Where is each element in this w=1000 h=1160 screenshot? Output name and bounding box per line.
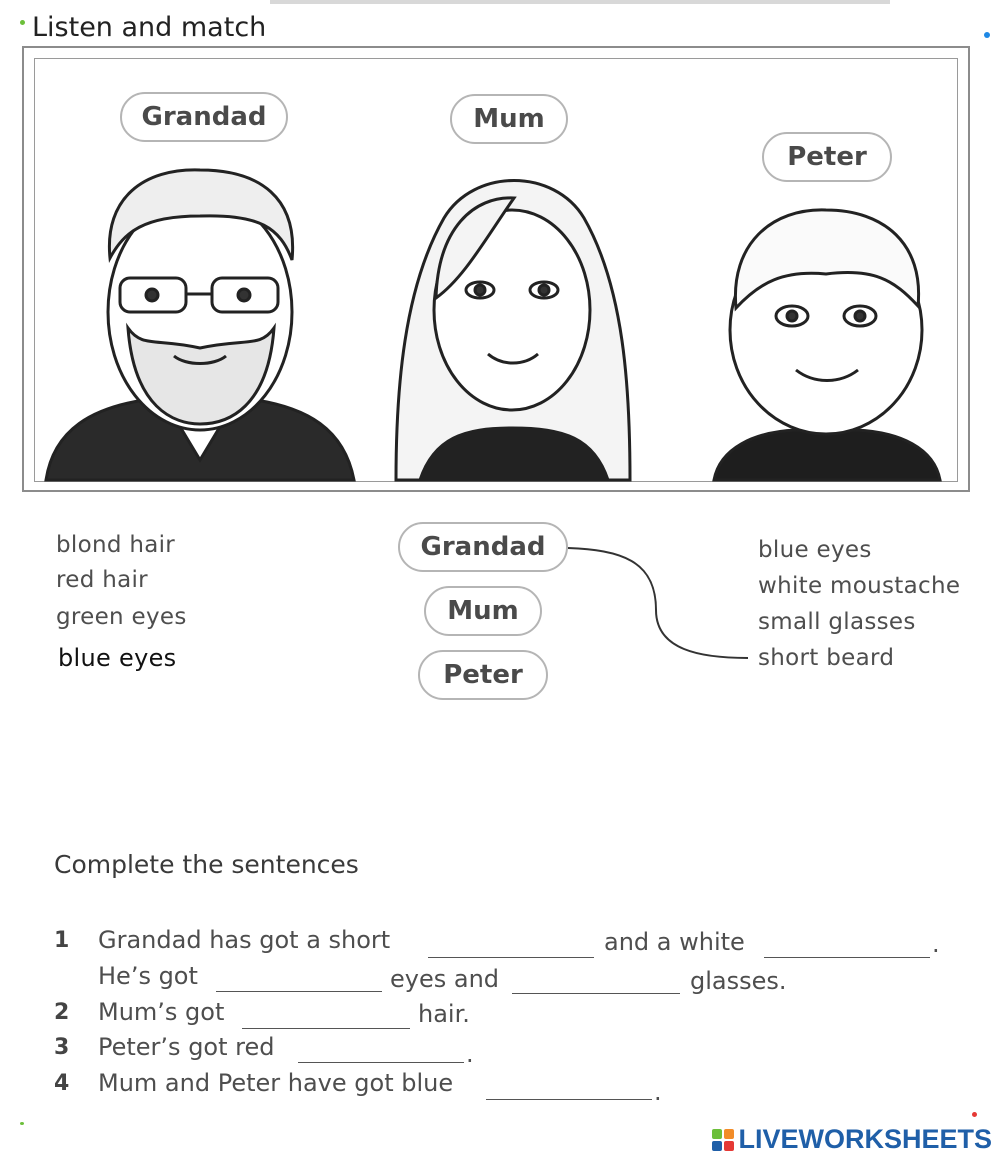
match-left-word: blond hair xyxy=(56,532,176,558)
marker-dot xyxy=(984,32,990,38)
sentence-end: . xyxy=(932,930,940,958)
marker-dot xyxy=(20,20,25,25)
sentence-number: 3 xyxy=(54,1035,70,1060)
sentence-text: Mum and Peter have got blue xyxy=(98,1069,454,1097)
portrait-label-grandad: Grandad xyxy=(120,92,288,142)
answer-blank[interactable] xyxy=(428,957,594,958)
match-name-peter[interactable]: Peter xyxy=(418,650,548,700)
match-right-word: small glasses xyxy=(758,609,916,635)
portrait-label-mum: Mum xyxy=(450,94,568,144)
match-name-grandad[interactable]: Grandad xyxy=(398,522,568,572)
sentence-text: eyes and xyxy=(390,965,500,993)
peter-portrait xyxy=(714,210,940,480)
sentence-number: 4 xyxy=(54,1071,70,1096)
brand-mark-icon xyxy=(712,1129,734,1151)
answer-blank[interactable] xyxy=(486,1099,652,1100)
page-heading: Listen and match xyxy=(32,12,267,43)
match-right-word: short beard xyxy=(758,645,895,671)
answer-blank[interactable] xyxy=(298,1062,464,1063)
sentence-text: Grandad has got a short xyxy=(98,926,391,954)
match-left-word: green eyes xyxy=(56,604,187,630)
answer-blank[interactable] xyxy=(216,991,382,992)
portraits-frame xyxy=(22,46,970,492)
brand-name: LIVEWORKSHEETS xyxy=(738,1124,992,1154)
match-right-word: blue eyes xyxy=(758,537,872,563)
sentence-text: glasses. xyxy=(690,967,787,995)
match-right-word: white moustache xyxy=(758,573,961,599)
sentence-text: and a white xyxy=(604,928,745,956)
marker-dot xyxy=(972,1112,977,1117)
marker-dot xyxy=(20,1122,24,1125)
sentence-end: . xyxy=(654,1078,662,1106)
sentence-end: . xyxy=(466,1040,474,1068)
match-left-word: red hair xyxy=(56,567,148,593)
sentence-text: hair. xyxy=(418,1000,470,1028)
sentence-text: Peter’s got red xyxy=(98,1033,275,1061)
answer-blank[interactable] xyxy=(764,957,930,958)
sentence-text: He’s got xyxy=(98,962,198,990)
grandad-portrait xyxy=(46,170,354,480)
sentence-number: 2 xyxy=(54,1000,70,1025)
sentence-number: 1 xyxy=(54,928,70,953)
match-connector-line xyxy=(560,540,780,680)
liveworksheets-logo xyxy=(712,1124,992,1155)
sentence-text: Mum’s got xyxy=(98,998,225,1026)
answer-blank[interactable] xyxy=(242,1028,410,1029)
match-left-word[interactable]: blue eyes xyxy=(58,644,177,672)
portrait-label-peter: Peter xyxy=(762,132,892,182)
complete-heading: Complete the sentences xyxy=(54,850,359,879)
mum-portrait xyxy=(396,181,630,481)
match-name-mum[interactable]: Mum xyxy=(424,586,542,636)
scan-edge xyxy=(270,0,890,4)
answer-blank[interactable] xyxy=(512,993,680,994)
